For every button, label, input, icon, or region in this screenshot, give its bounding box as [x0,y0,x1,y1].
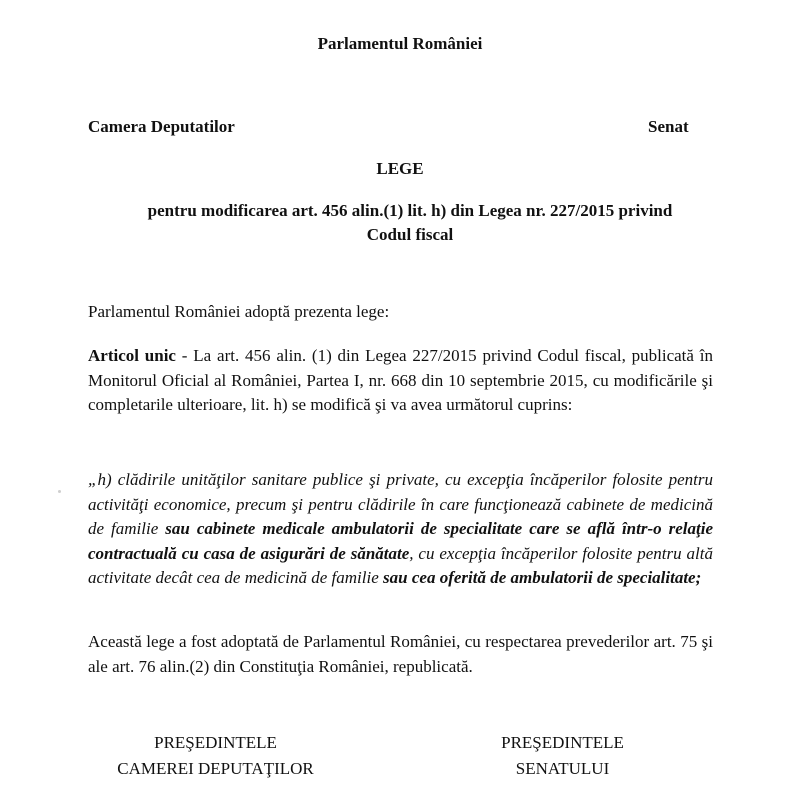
signature-right-title: PREŞEDINTELE [501,733,624,752]
article-paragraph [88,344,713,418]
quote-bold-part1: sau cabinete medicale ambulatorii de specialitate care se află într-o relaţie contractuală cu casa de asigurări de sănătate [88,519,713,563]
senate-label: Senat [648,117,689,136]
signature-block-deputies [88,730,343,782]
document-subject-line2: Codul fiscal [366,225,454,244]
signature-right-body: SENATULUI [515,759,610,778]
amended-text-quote [88,468,713,591]
parliament-title: Parlamentul României [317,34,483,53]
closing-paragraph: Această lege a fost adoptată de Parlamentul României, cu respectarea prevederilor art. 75 şi ale art. 76 alin.(2) din Constituţia României, republicată. [88,632,713,676]
document-subject-line1: pentru modificarea art. 456 alin.(1) lit. h) din Legea nr. 227/2015 privind [147,201,673,220]
quote-bold-part2: sau cea oferită de ambulatorii de specialitate; [383,568,702,588]
document-type: LEGE [376,159,424,178]
adoption-statement: Parlamentul României adoptă prezenta lege: [88,302,390,321]
chamber-deputies-label: Camera Deputatilor [88,117,235,136]
article-label: Articol unic [88,346,176,365]
quote-text-part1: „h) clădirile unităţilor sanitare publice şi private, cu excepţia încăperilor folosite pentru activităţi economice, precum şi pentru clădirile în care funcţionează cabinete de medicină de familie [88,470,713,539]
signature-left-body: CAMEREI DEPUTAŢILOR [117,759,314,778]
scan-artifact [58,490,61,493]
document-subject [90,199,730,247]
signature-block-senate [470,730,655,782]
article-text: - La art. 456 alin. (1) din Legea 227/2015 privind Codul fiscal, publicată în Monitorul Oficial al României, Partea I, nr. 668 din 10 septembrie 2015, cu modificările şi completarile ulterioare, lit. h) se modifică şi va avea următorul cuprins: [88,346,713,414]
quote-text-part2: , cu excepţia încăperilor folosite pentru altă activitate decât cea de medicină de familie [88,543,713,588]
signature-left-title: PREŞEDINTELE [154,733,277,752]
